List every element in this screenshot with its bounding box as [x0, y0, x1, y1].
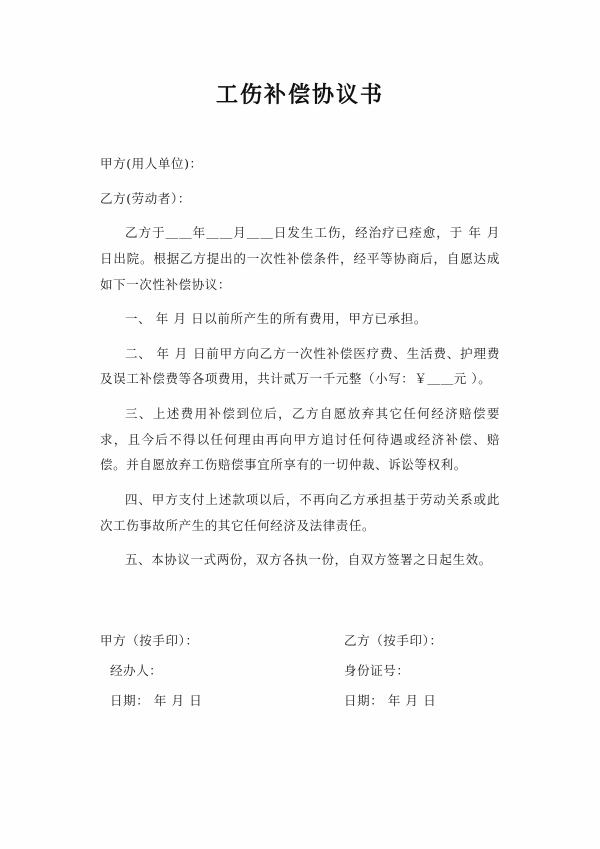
signature-id-number: 身份证号：: [344, 662, 410, 678]
paragraph-clause-5: 五、本协议一式两份，双方各执一份，自双方签署之日起生效。: [125, 552, 492, 568]
paragraph-clause-1: 一、 年 月 日以前所产生的所有费用，甲方已承担。: [125, 311, 427, 327]
signature-row-date: [100, 686, 500, 716]
signature-handler: 经办人：: [110, 662, 163, 678]
paragraph-clause-4: 四、甲方支付上述款项以后，不再向乙方承担基于劳动关系或此次工伤事故所产生的其它任何经济及法律责任。: [100, 491, 500, 533]
signature-date-b: 日期： 年 月 日: [344, 692, 437, 708]
paragraph-clause-2: 二、 年 月 日前甲方向乙方一次性补偿医疗费、生活费、护理费及误工补偿费等各项费用，共计贰万一千元整（小写：￥＿＿元 ）。: [100, 345, 500, 387]
party-b-line: 乙方(劳动者）：: [100, 190, 191, 206]
signature-row-handler: [100, 656, 500, 686]
page-title: 工伤补偿协议书: [215, 82, 384, 108]
paragraph-intro: 乙方于＿＿年＿＿月＿＿日发生工伤，经治疗已痊愈，于 年 月 日出院。根据乙方提出的一次性补偿条件，经平等协商后，自愿达成如下一次性补偿协议：: [100, 225, 500, 292]
party-a-line: 甲方(用人单位)：: [100, 156, 203, 171]
paragraph-clause-3: 三、上述费用补偿到位后，乙方自愿放弃其它任何经济赔偿要求，且今后不得以任何理由再向甲方追讨任何待遇或经济补偿、赔偿。并自愿放弃工伤赔偿事宜所享有的一切仲裁、诉讼等权利。: [100, 406, 500, 473]
signature-block: [100, 576, 500, 716]
signature-row-names: [100, 626, 500, 656]
signature-date-a: 日期： 年 月 日: [110, 692, 203, 708]
document-body: [100, 109, 500, 573]
signature-party-a: 甲方（按手印）：: [100, 632, 199, 648]
signature-party-b: 乙方（按手印）：: [344, 632, 443, 648]
